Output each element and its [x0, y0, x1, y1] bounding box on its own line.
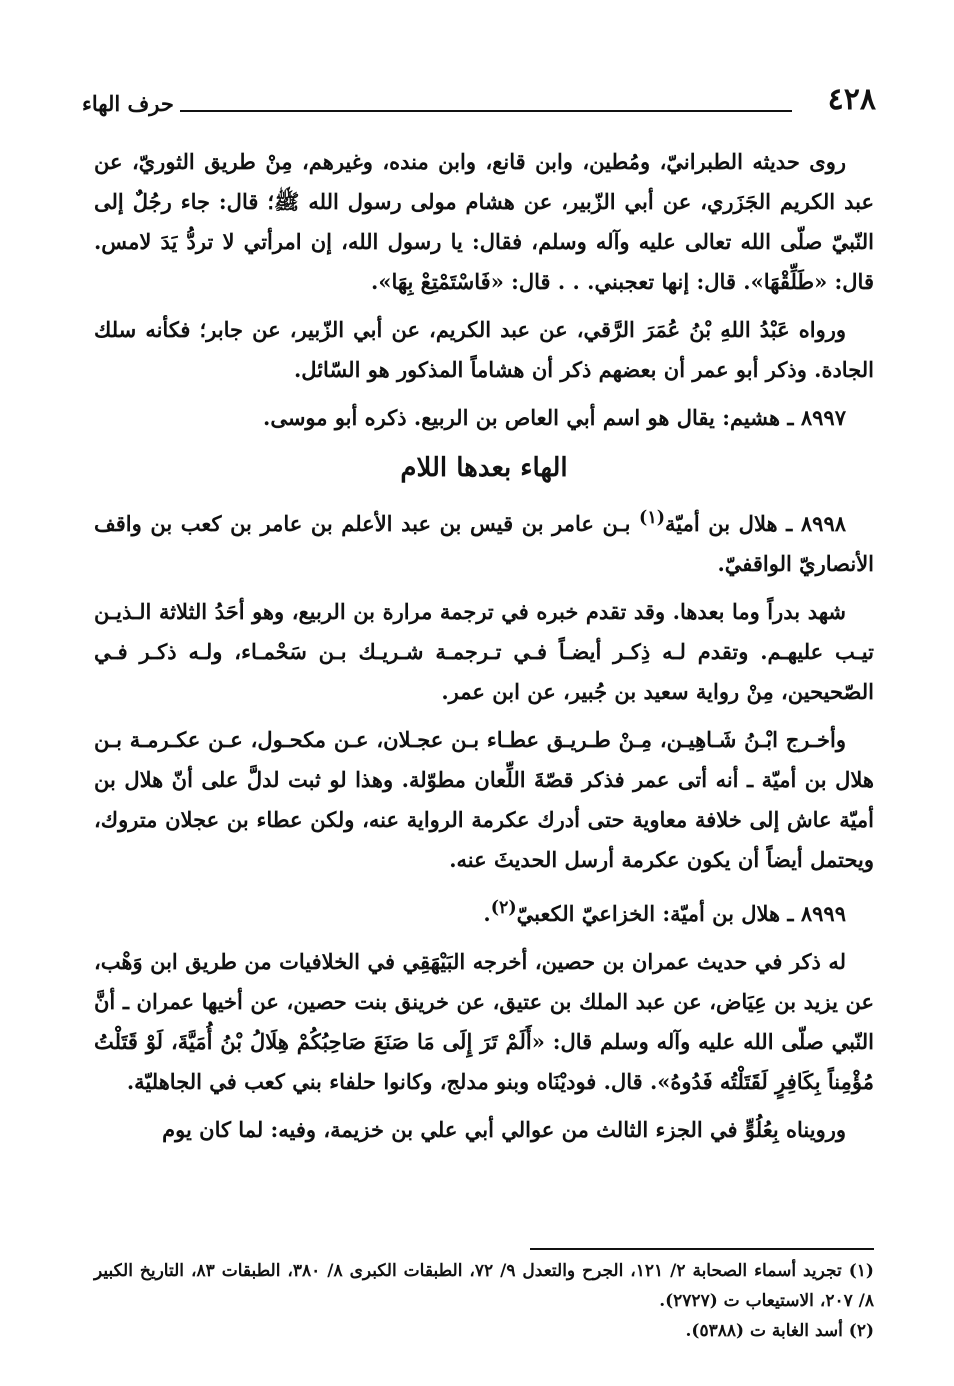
entry-text: : الخزاعيّ الكعبيّ — [516, 901, 671, 926]
entry-end: . — [483, 901, 491, 926]
page-body — [94, 142, 874, 1150]
entry-8997 — [94, 398, 874, 438]
entry-8999 — [94, 888, 874, 934]
entry-number: ٨٩٩٧ ـ — [787, 405, 846, 430]
header-rule — [180, 110, 792, 112]
section-heading: الهاء بعدها اللام — [400, 453, 568, 483]
entry-number: ٨٩٩٨ ـ — [786, 511, 847, 536]
entry-8998 — [94, 498, 874, 584]
entry-name: هلال بن أميّة — [665, 511, 778, 536]
paragraph-riwaya: ورواه عَبْدُ اللهِ بْنُ عُمَرَ الرَّقي، عن عبد الكريم، عن أبي الزّبير، عن جابر؛ فكأنه سلك الجادة. وذكر أبو عمر أن بعضهم ذكر أن هشاماً المذكور هو السّائل. — [94, 317, 874, 382]
paragraph-akhraja: وأخـرج ابْـنُ شَـاهِيـن، مِـنْ طـريـق عطـاء بـن عجـلان، عـن مكحـول، عـن عكـرمـة بـن هلال بن أميّة ـ أنه أتى عمر فذكر قصّةَ اللِّعان مطوّلة. وهذا لو ثبت لدلَّ على أنّ هلال بن أميّة عاش إلى خلافة معاوية حتى أدرك عكرمة الرواية عنه، ولكن عطاء بن عجلان متروك، ويحتمل أيضاً أن يكون عكرمة أرسل الحديثَ عنه. — [94, 727, 874, 872]
entry-name: هلال بن أميّة — [670, 901, 781, 926]
footnote-rule — [530, 1248, 874, 1250]
paragraph-rawaynahu: ورويناه بِعُلُوٍّ في الجزء الثالث من عوالي أبي علي بن خزيمة، وفيه: لما كان يوم — [162, 1117, 846, 1142]
entry-text: بـن عامر بن قيس بن عبد الأعلم بن عامر بن كعب بن واقف الأنصاريّ الواقفيّ. — [94, 511, 874, 576]
running-title: حرف الهاء — [82, 91, 174, 116]
entry-number: ٨٩٩٩ ـ — [787, 901, 846, 926]
paragraph-hadith: روى حديثه الطبرانيّ، ومُطين، وابن قانع، وابن منده، وغيرهم، مِنْ طريق الثوريّ، عن عبد الكريم الجَزَري، عن أبي الزّبير، عن هشام مولى رسول الله ﷺ؛ قال: جاء رجُلٌ إلى النّبيّ صلّى الله تعالى عليه وآله وسلم، فقال: يا رسول الله، إن امرأتي لا تردُّ يَدَ لامس. قال: «طَلِّقْهَا». قال: إنها تعجبني. . . قال: «فَاسْتَمْتِعْ بِهَا». — [94, 149, 874, 294]
paragraph-shahida: شهد بدراً وما بعدها. وقد تقدم خبره في ترجمة مرارة بن الربيع، وهو أحَدُ الثلاثة الـذيـن تيـب عليهـم. وتقدم لـه ذِكـر أيضـاً فـي تـرجمـة شـريـك بـن سَحْمـاء، ولـه ذكـر فـي الصّحيحين، مِنْ رواية سعيد بن جُبير، عن ابن عمر. — [94, 599, 874, 704]
page-header — [82, 82, 876, 122]
entry-text: هشيم: يقال هو اسم أبي العاص بن الربيع. ذكره أبو موسى. — [263, 405, 781, 430]
paragraph-lahu-dhikr: له ذكر في حديث عمران بن حصين، أخرجه البَيْهَقِي في الخلافيات من طريق ابن وَهْب، عن يزيد بن عِيَاض، عن عبد الملك بن عتيق، عن خرينق بنت حصين، عن أخيها عمران ـ أنَّ النّبي صلّى الله عليه وآله وسلم قال: «أَلَمْ تَرَ إِلَى مَا صَنَعَ صَاحِبُكُمْ هِلَالُ بْنُ أُمَيَّةَ، لَوْ قَتَلْتُ مُؤْمِناً بِكَافِرٍ لَقَتَلْتُه فَدُوهُ». قال. فوديْنَاه وبنو مدلج، وكانوا حلفاء بني كعب في الجاهليّة. — [94, 949, 874, 1094]
footnotes — [94, 1248, 874, 1346]
page-number: ٤٢٨ — [827, 82, 876, 117]
footnote-2: (٢) أسد الغابة ت (٥٣٨٨). — [685, 1321, 874, 1341]
footnote-ref: (٢) — [490, 898, 517, 918]
footnote-1: (١) تجريد أسماء الصحابة ٢/ ١٢١، الجرح والتعدل ٩/ ٧٢، الطبقات الكبرى ٨/ ٣٨٠، الطبقات ٨٣، التاريخ الكبير ٨/ ٢٠٧، الاستيعاب ت (٢٧٢٧). — [94, 1261, 874, 1311]
footnote-ref: (١) — [639, 508, 666, 528]
